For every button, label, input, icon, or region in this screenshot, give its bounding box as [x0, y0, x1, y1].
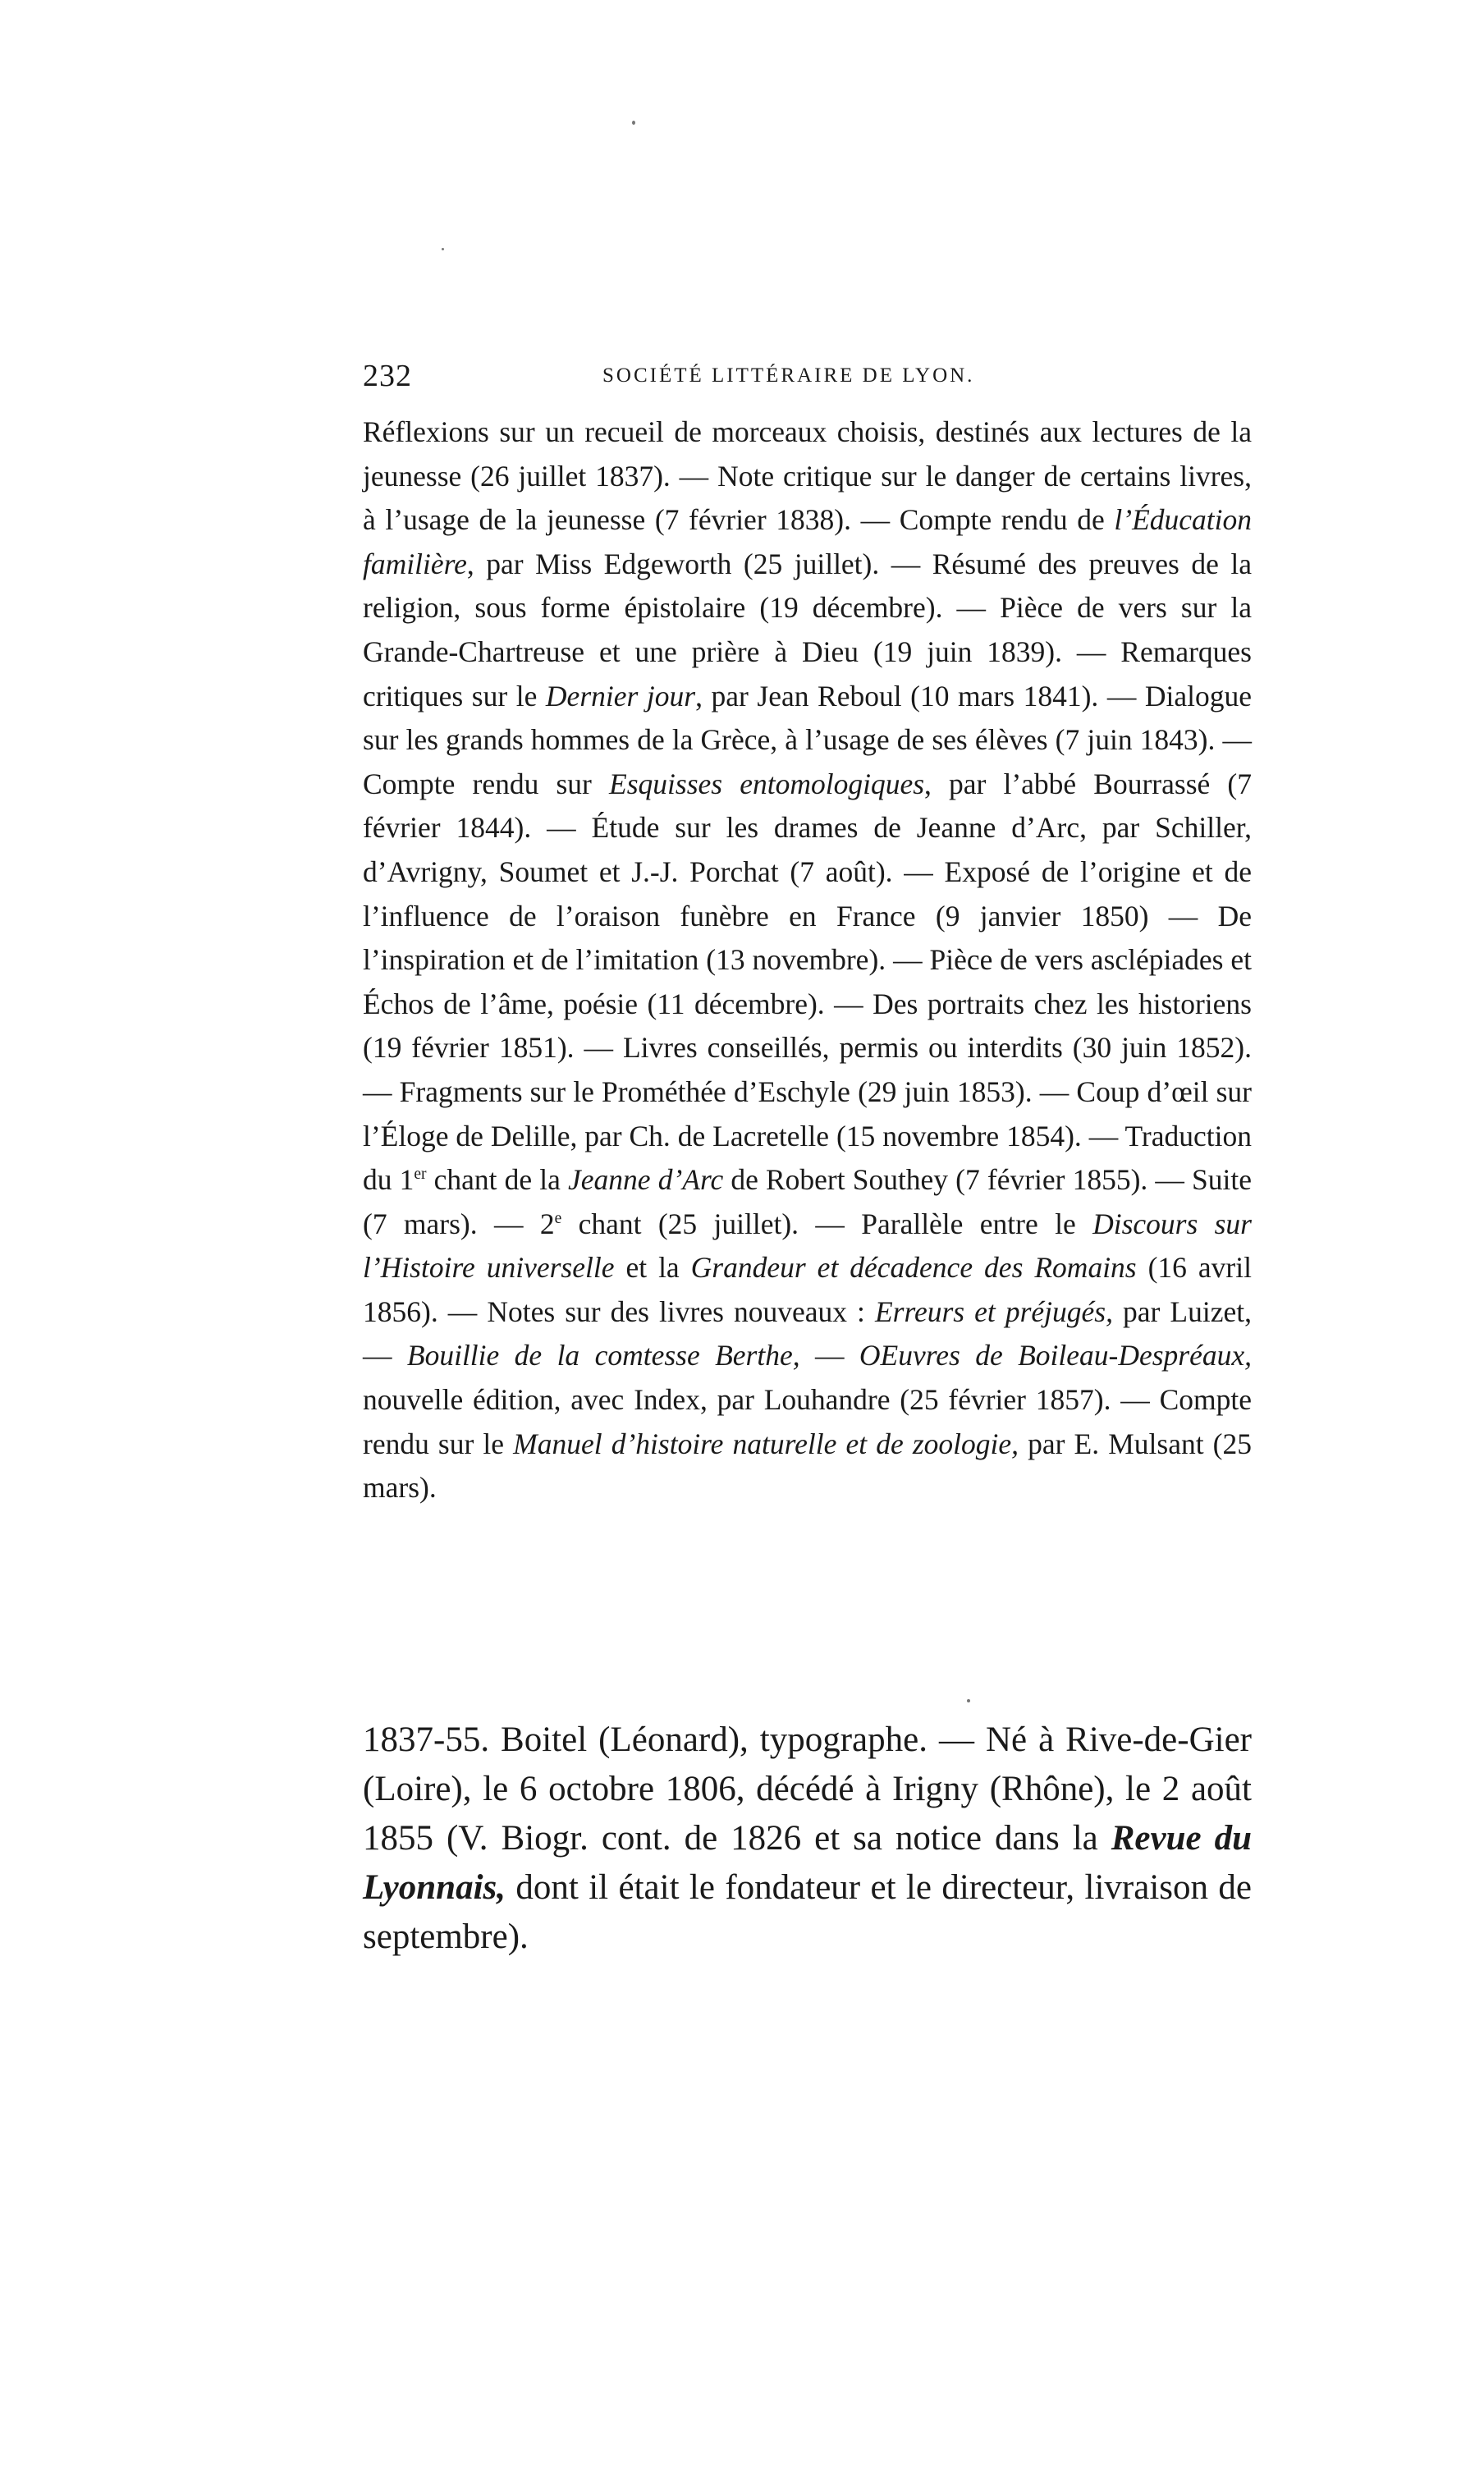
entry-text-segment: , par l’abbé Bourrassé (7 février 1844). — Étude sur les drames de Jeanne d’Arc, par Schiller, d’Avrigny, Soumet et J.-J. Porchat (7 août). — Exposé de l’origine et de l’influence de l’oraison funèbre en France (9 janvier 1850) — De l’inspiration et de l’imitation (13 novembre). — Pièce de vers asclépiades et Échos de l’âme, poésie (11 décembre). — Des portraits chez les historiens (19 février 1851). — Livres conseillés, permis ou interdits (30 juin 1852). — Fragments sur le Prométhée d’Eschyle (29 juin 1853). — Coup d’œil sur l’Éloge de Delille, par Ch. de Lacretelle (15 novembre 1854). — Traduction du 1	[363, 767, 1252, 1197]
work-title: OEuvres de Boileau-Despréaux,	[859, 1339, 1252, 1372]
ordinal-superscript: er	[414, 1166, 427, 1184]
work-title: l’Éducation familière	[363, 503, 1252, 580]
entry-text-segment: (16 avril 1856). — Notes sur des livres nouveaux :	[363, 1251, 1252, 1328]
work-title: Discours sur l’Histoire universelle	[363, 1207, 1252, 1285]
notice-text-segment: dont il était le fondateur et le directeur, livraison de septembre).	[363, 1868, 1252, 1956]
periodical-title: Revue du Lyonnais,	[363, 1819, 1252, 1907]
ordinal-superscript: e	[554, 1209, 562, 1227]
entry-text-segment: , par Miss Edgeworth (25 juillet). — Résumé des preuves de la religion, sous forme épistolaire (19 décembre). — Pièce de vers sur la Grande-Chartreuse et une prière à Dieu (19 juin 1839). — Remarques critiques sur le	[363, 547, 1252, 712]
page-speck	[442, 248, 444, 250]
work-title: Erreurs et préjugés,	[874, 1294, 1113, 1328]
entry-text-segment: chant (25 juillet). — Parallèle entre le	[561, 1207, 1093, 1240]
biographical-notice	[363, 1716, 1252, 1962]
work-title: Bouillie de la comtesse Berthe,	[406, 1339, 800, 1372]
bibliography-paragraph	[363, 410, 1252, 1510]
work-title: Esquisses entomologiques	[609, 767, 925, 800]
entry-text-segment: —	[799, 1339, 859, 1372]
running-title: SOCIÉTÉ LITTÉRAIRE DE LYON.	[602, 364, 975, 387]
page-speck	[632, 121, 635, 125]
entry-text-segment: Réflexions sur un recueil de morceaux choisis, destinés aux lectures de la jeunesse (26 juillet 1837). — Note critique sur le danger de certains livres, à l’usage de la jeunesse (7 février 1838). — Compte rendu de	[363, 415, 1252, 537]
entry-text-segment: de Robert Southey (7 février 1855). — Suite (7 mars). — 2	[363, 1163, 1253, 1240]
notice-text-segment: 1837-55. Boitel (Léonard), typographe. — Né à Rive-de-Gier (Loire), le 6 octobre 1806, décédé à Irigny (Rhône), le 2 août 1855 (V. Biogr. cont. de 1826 et sa notice dans la	[363, 1720, 1252, 1858]
entry-text-segment: et la	[614, 1251, 691, 1285]
page-speck	[967, 1699, 970, 1702]
page-number: 232	[363, 359, 412, 393]
entry-text-segment: chant de la	[426, 1163, 569, 1197]
running-head	[363, 358, 1253, 407]
entry-text-segment: par E. Mulsant (25 mars).	[363, 1427, 1252, 1505]
entry-text-segment: par Luizet, —	[363, 1294, 1252, 1372]
work-title: Grandeur et décadence des Romains	[690, 1251, 1137, 1285]
work-title: Manuel d’histoire naturelle et de zoologie,	[513, 1427, 1019, 1460]
work-title: Jeanne d’Arc	[568, 1163, 724, 1197]
entry-text-segment: , par Jean Reboul (10 mars 1841). — Dialogue sur les grands hommes de la Grèce, à l’usage de ses élèves (7 juin 1843). — Compte rendu sur	[363, 679, 1253, 800]
work-title: Dernier jour	[545, 679, 696, 712]
entry-text-segment: nouvelle édition, avec Index, par Louhandre (25 février 1857). — Compte rendu sur le	[363, 1383, 1252, 1460]
